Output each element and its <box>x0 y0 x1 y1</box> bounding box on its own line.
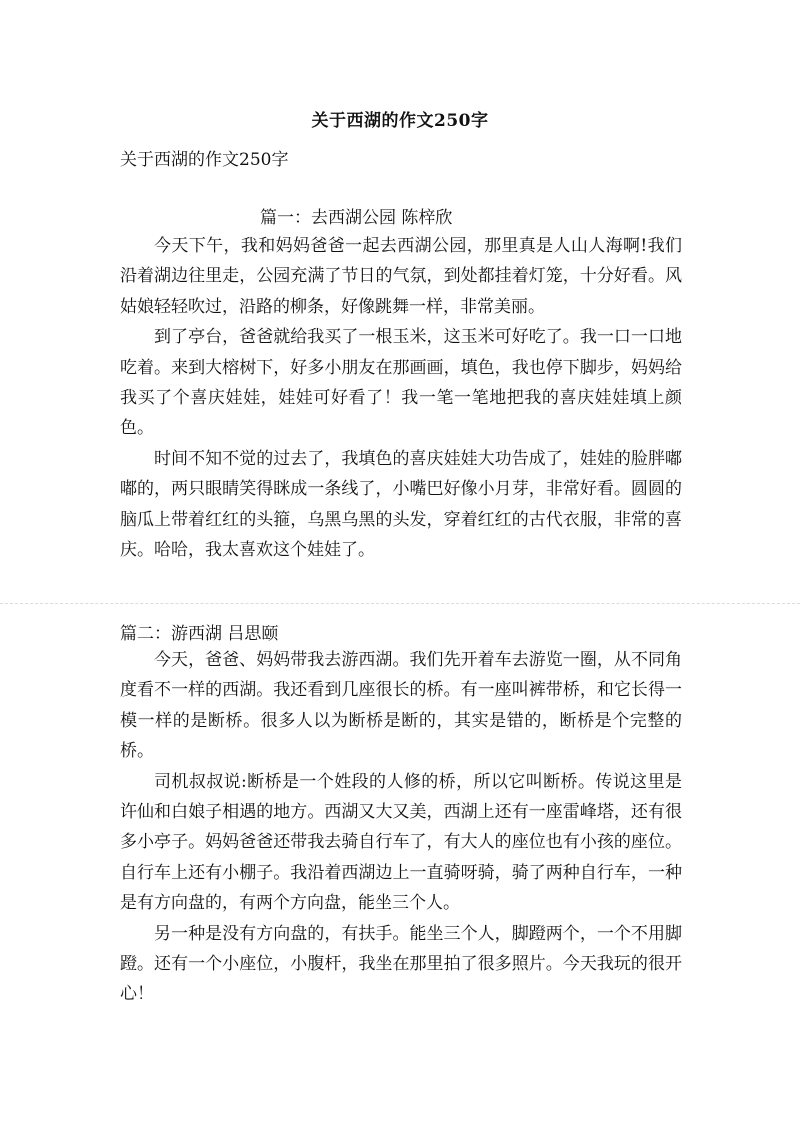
essay-1-heading: 篇一：去西湖公园 陈梓欣 <box>260 208 453 228</box>
page-divider <box>0 603 800 604</box>
essay-2-heading: 篇二：游西湖 吕思颐 <box>120 624 279 644</box>
essay-1-paragraph: 时间不知不觉的过去了，我填色的喜庆娃娃大功告成了，娃娃的脸胖嘟嘟的，两只眼睛笑得眯成一条线了，小嘴巴好像小月芽，非常好看。圆圆的脑瓜上带着红红的头箍，乌黑乌黑的头发，穿着红红的古代衣服，非常的喜庆。哈哈，我太喜欢这个娃娃了。 <box>120 448 682 561</box>
essay-1-paragraph: 到了亭台，爸爸就给我买了一根玉米，这玉米可好吃了。我一口一口地吃着。来到大榕树下，好多小朋友在那画画，填色，我也停下脚步，妈妈给我买了个喜庆娃娃，娃娃可好看了！我一笔一笔地把我的喜庆娃娃填上颜色。 <box>120 327 682 439</box>
essay-2-paragraph: 另一种是没有方向盘的，有扶手。能坐三个人，脚蹬两个，一个不用脚蹬。还有一个小座位，小腹杆，我坐在那里拍了很多照片。今天我玩的很开心！ <box>120 923 682 1005</box>
essay-2-body <box>120 645 682 1010</box>
essay-2-paragraph: 司机叔叔说:断桥是一个姓段的人修的桥，所以它叫断桥。传说这里是许仙和白娘子相遇的地方。西湖又大又美，西湖上还有一座雷峰塔，还有很多小亭子。妈妈爸爸还带我去骑自行车了，有大人的座位也有小孩的座位。自行车上还有小棚子。我沿着西湖边上一直骑呀骑，骑了两种自行车，一种是有方向盘的，有两个方向盘，能坐三个人。 <box>120 771 682 914</box>
document-subtitle: 关于西湖的作文250字 <box>120 150 289 170</box>
essay-2-paragraph: 今天，爸爸、妈妈带我去游西湖。我们先开着车去游览一圈，从不同角度看不一样的西湖。我还看到几座很长的桥。有一座叫裤带桥，和它长得一模一样的是断桥。很多人以为断桥是断的，其实是错的，断桥是个完整的桥。 <box>120 650 682 762</box>
essay-1-body <box>120 231 682 565</box>
document-title: 关于西湖的作文250字 <box>311 111 489 131</box>
essay-1-paragraph: 今天下午，我和妈妈爸爸一起去西湖公园，那里真是人山人海啊!我们沿着湖边往里走，公园充满了节日的气氛，到处都挂着灯笼，十分好看。风姑娘轻轻吹过，沿路的柳条，好像跳舞一样，非常美丽。 <box>120 236 682 317</box>
